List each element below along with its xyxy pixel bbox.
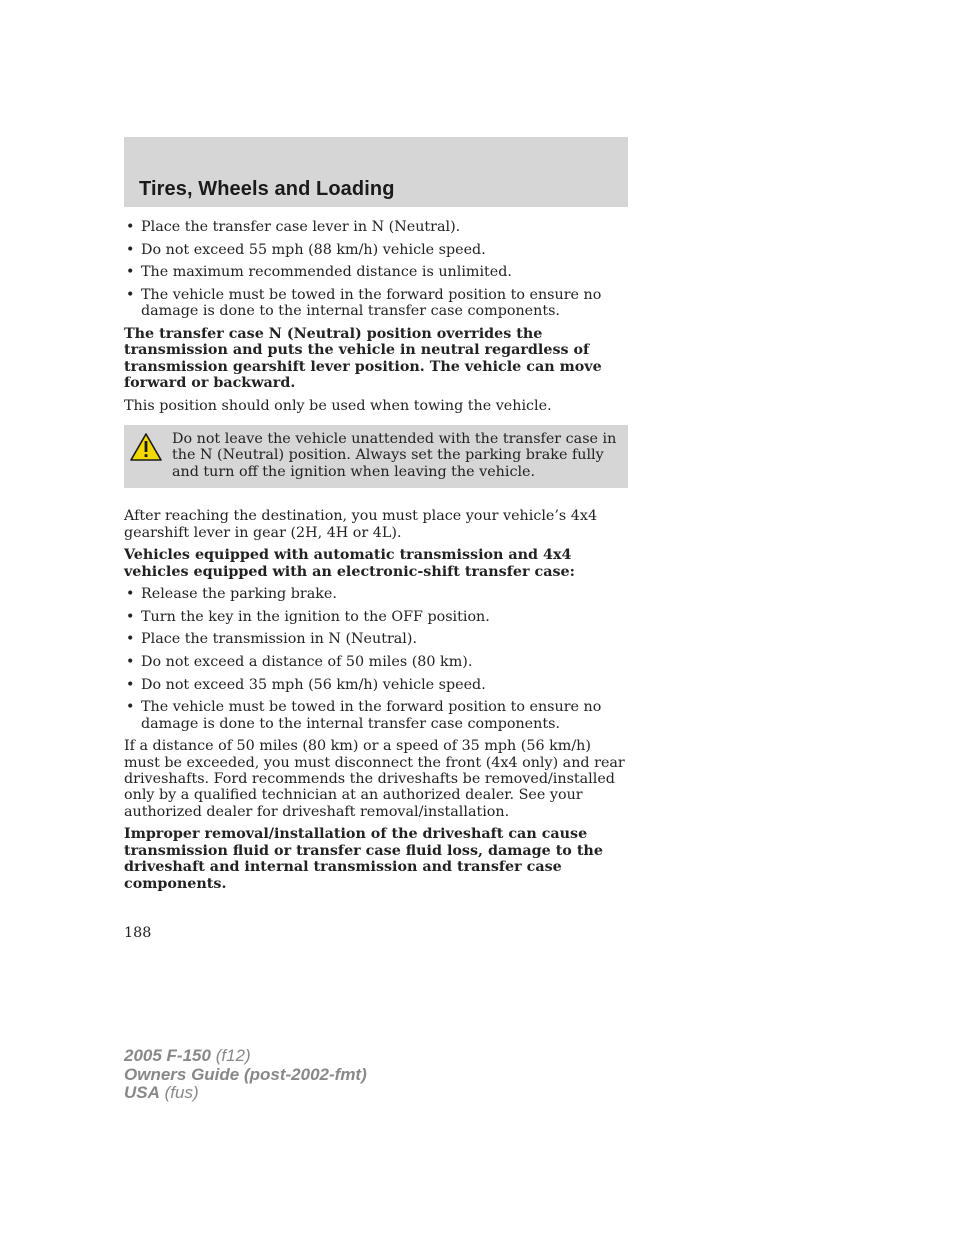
list-item: • Release the parking brake. — [124, 586, 628, 602]
footer-line-market — [124, 1084, 367, 1103]
towing-only-note: This position should only be used when towing the vehicle. — [124, 397, 552, 414]
driveshaft-warning: Improper removal/installation of the driveshaft can cause transmission fluid or transfer case fluid loss, damage to the driveshaft and internal transmission and transfer case components. — [124, 826, 603, 892]
section-title: Tires, Wheels and Loading — [139, 178, 395, 200]
footer-market-code: (fus) — [164, 1083, 199, 1102]
warning-box — [124, 425, 628, 488]
list-item: • The vehicle must be towed in the forward position to ensure no damage is done to the internal transfer case components. — [124, 699, 628, 732]
warning-text: Do not leave the vehicle unattended with the transfer case in the N (Neutral) position. Always set the parking brake fully and turn off the ignition when leaving the vehicle. — [172, 431, 617, 480]
footer-guide: Owners Guide (post-2002-fmt) — [124, 1064, 367, 1084]
list-item: • Place the transfer case lever in N (Neutral). — [124, 219, 628, 235]
list-item: • Turn the key in the ignition to the OFF position. — [124, 609, 628, 625]
list-item: • Do not exceed 55 mph (88 km/h) vehicle speed. — [124, 242, 628, 258]
automatic-4x4-heading: Vehicles equipped with automatic transmission and 4x4 vehicles equipped with an electronic-shift transfer case: — [124, 547, 575, 580]
footer-line-model — [124, 1047, 367, 1066]
list-item: • Do not exceed a distance of 50 miles (80 km). — [124, 654, 628, 670]
list-item: • The maximum recommended distance is unlimited. — [124, 264, 628, 280]
footer-model-code: (f12) — [215, 1046, 251, 1065]
document-footer — [124, 1047, 367, 1103]
list-item: • Place the transmission in N (Neutral). — [124, 631, 628, 647]
driveshaft-paragraph: If a distance of 50 miles (80 km) or a speed of 35 mph (56 km/h) must be exceeded, you must disconnect the front (4x4 only) and rear driveshafts. Ford recommends the driveshafts be removed/installed only by a qualified technician at an authorized dealer. See your authorized dealer for driveshaft removal/installation. — [124, 738, 625, 820]
towing-steps-list-2 — [124, 586, 628, 732]
list-item: • Do not exceed 35 mph (56 km/h) vehicle speed. — [124, 677, 628, 693]
section-header-band — [124, 137, 628, 207]
footer-model: 2005 F-150 — [124, 1046, 211, 1065]
neutral-override-note: The transfer case N (Neutral) position overrides the transmission and puts the vehicle in neutral regardless of transmission gearshift lever position. The vehicle can move forward or backward. — [124, 325, 602, 391]
warning-triangle-icon — [128, 431, 164, 465]
list-item: • The vehicle must be towed in the forward position to ensure no damage is done to the internal transfer case components. — [124, 287, 628, 320]
page-content — [124, 219, 628, 898]
footer-market: USA — [124, 1083, 160, 1102]
destination-paragraph: After reaching the destination, you must place your vehicle’s 4x4 gearshift lever in gear (2H, 4H or 4L). — [124, 508, 598, 541]
towing-steps-list-1 — [124, 219, 628, 320]
page-number: 188 — [124, 925, 152, 941]
